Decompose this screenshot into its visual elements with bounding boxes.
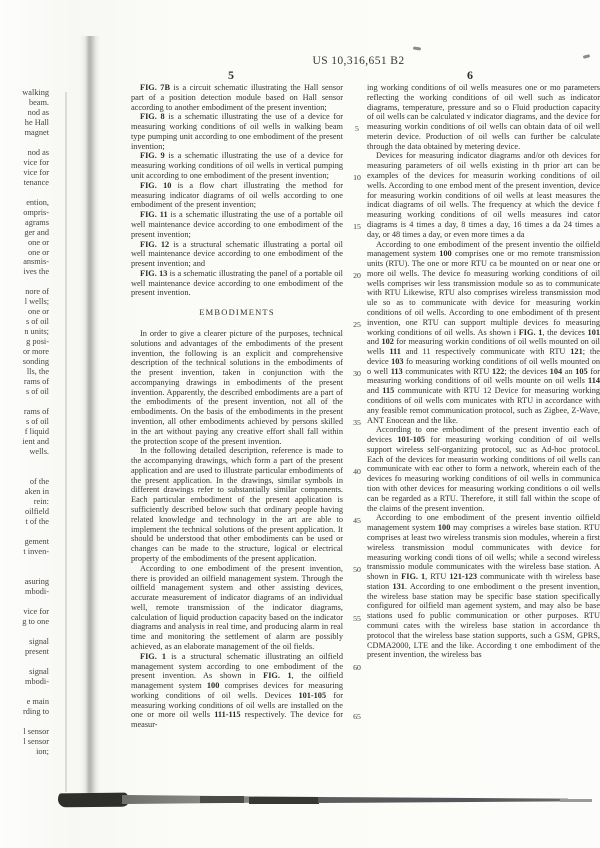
paragraph: According to one embodiment of the present inventio each of devices 101-105 for measuring working condition of oil wells support wireless self-organizing protocol, suc as Ad-hoc protocol. Each of the devices for measurin working conditions of oil wells can communicate with eac other to form a network, wherein each of the devices fo measuring working conditions of oil wells in communica tion with other devices for measuring working conditions o oil wells can be regarded as a RTU. Therefore, it still fall within the scope of the claims of the present invention. xyxy=(367,425,600,513)
paragraph: Devices for measuring indicator diagrams and/or oth devices for measuring parameters of oil wells existing in th prior art can be examples of the devices for measurin working conditions of oil wells. According to one embod ment of the present invention, device for measuring workin conditions of oil wells at least measures the indicat diagrams of oil wells. The frequency at which the device f measuring working conditions of oil wells measures ind cator diagrams is 4 times a day, 8 times a day, 16 times a da 24 times a day, or 48 times a day, or even more times a da xyxy=(367,151,600,239)
edge-text-fragment: ion; xyxy=(36,747,49,756)
edge-text-fragment: rams of xyxy=(23,407,49,416)
edge-text-fragment: ention, xyxy=(26,198,49,207)
edge-text-fragment: aken in xyxy=(24,487,49,496)
edge-text-fragment: asuring xyxy=(24,577,49,586)
paragraph: FIG. 9 is a schematic illustrating the use of a device for measuring working conditions of oil wells in vertical pumping unit according to one embodiment of the present invention; xyxy=(131,151,343,181)
edge-text-fragment: agrams xyxy=(25,218,49,227)
column-5-text xyxy=(131,83,343,761)
edge-text-fragment: t inven- xyxy=(23,547,49,556)
paragraph: FIG. 1 is a structural schematic illustrating an oilfield management system according to one embodiment of the present invention. As shown in FIG. 1, the oilfield management system 100 comprises devices for measuring working conditions of oil wells. Devices 101-105 for measuring working conditions of oil wells are installed on the one or more oil wells 111-115 respectively. The device for measur- xyxy=(131,651,343,730)
edge-text-fragment: l sensor xyxy=(23,727,49,736)
edge-text-fragment: ansmis- xyxy=(23,257,49,266)
edge-text-fragment: f liquid xyxy=(24,427,49,436)
edge-text-fragment: vice for xyxy=(23,607,49,616)
edge-text-fragment: one or xyxy=(28,238,49,247)
paragraph: FIG. 10 is a flow chart illustrating the method for measuring indicator diagrams of oil wells according to one embodiment of the present invention; xyxy=(131,180,343,210)
edge-text-fragment: wells. xyxy=(29,447,49,456)
edge-text-fragment: ient and xyxy=(22,437,49,446)
edge-text-fragment: sonding xyxy=(22,357,49,366)
edge-text-fragment: vice for xyxy=(23,158,49,167)
edge-text-fragment: signal xyxy=(29,667,49,676)
scan-edge-dark-segment xyxy=(200,796,244,803)
edge-text-fragment: magnet xyxy=(24,128,49,137)
line-number: 20 xyxy=(353,271,361,280)
edge-text-fragment: nod as xyxy=(27,148,49,157)
edge-text-fragment: or more xyxy=(22,347,49,356)
edge-text-fragment: ompris- xyxy=(23,208,49,217)
edge-text-fragment: vice for xyxy=(23,168,49,177)
line-number: 10 xyxy=(353,173,361,182)
edge-text-fragment: beam. xyxy=(28,98,49,107)
patent-number-header: US 10,316,651 B2 xyxy=(312,55,405,67)
edge-text-fragment: ger and xyxy=(24,228,49,237)
line-number: 55 xyxy=(353,614,361,623)
edge-text-fragment: of the xyxy=(29,477,49,486)
paragraph: FIG. 7B is a circuit schematic illustrating the Hall sensor part of a position detection module based on Hall sensor according to another embodiment of the present invention; xyxy=(131,83,343,112)
scan-artifact-speck xyxy=(413,46,421,50)
edge-text-fragment: ives the xyxy=(23,267,49,276)
paragraph: According to one embodiment of the present invention, there is provided an oilfield management system. Through the oilfield management system and other assisting devices, accurate measurement of indicator diagrams of an individual well, remote transmission of the indicator diagrams, calculation of liquid production capacity based on the indicator diagrams and analysis in real time, and producing alarm in real time and monitoring the settlement of alarm are possibly achieved, as an elaborate management of the oil fields. xyxy=(131,563,343,651)
edge-text-fragment: signal xyxy=(29,637,49,646)
edge-text-fragment: rams of xyxy=(23,377,49,386)
scan-edge-blob xyxy=(58,793,128,808)
scan-edge-band xyxy=(560,799,592,802)
scan-edge-band xyxy=(318,797,568,803)
column-6-text xyxy=(367,83,600,761)
paragraph: In the following detailed description, reference is made to the accompanying drawings, which form a part of the present application and are used to illustrate particular embodiments of the present application. In the drawings, similar symbols in different drawings refer to substantially similar components. Each particular embodiment of the present application is sufficiently described below such that ordinary people having related knowledge and technology in the art are able to implement the technical solutions of the present application. It should be understood that other embodiments can be used or changes can be made to the structure, logical or electrical property of the embodiments of the present application. xyxy=(131,446,343,563)
edge-text-fragment: one or xyxy=(28,307,49,316)
column-number-right: 6 xyxy=(467,68,473,82)
edge-text-fragment: e main xyxy=(26,697,49,706)
edge-text-fragment: one or xyxy=(28,248,49,257)
book-gutter-shadow xyxy=(80,36,100,794)
scan-artifact-speck xyxy=(583,54,591,59)
edge-text-fragment: nod as xyxy=(27,108,49,117)
line-number: 50 xyxy=(353,565,361,574)
edge-text-fragment: lls, the xyxy=(26,367,49,376)
paragraph: According to one embodiment of the present inventio the oilfield management system 100 comprises one or mo remote transmission units (RTU). The one or more RTU ca be mounted on or near one or more oil wells. The device fo measuring working conditions of oil wells comprises wir less transmission module so as to communicate with RTU Likewise, RTU also comprises wireless transmission mod ule so as to communicate with device for measuring workin conditions of oil wells. According to one embodiment of th present invention, one RTU can support multiple devices fo measuring working conditions of oil wells. As shown i FIG. 1, the devices 101 and 102 for measuring workin conditions of oil wells mounted on oil wells 111 and 11 respectively communicate with RTU 121; the device 103 fo measuring working conditions of oil wells mounted on o well 113 communicates with RTU 122; the devices 104 an 105 for measuring working conditions of oil wells mounte on oil wells 114 and 115 communicate with RTU 12 Device for measuring working conditions of oil wells com municates with RTU in accordance with any feasible remot communication protocol, such as Zigbee, Z-Wave, ANT Enocean and the like. xyxy=(367,239,600,425)
line-number: 30 xyxy=(353,369,361,378)
line-number: 5 xyxy=(355,124,359,133)
edge-text-fragment: s of oil xyxy=(25,387,49,396)
edge-text-fragment: tenance xyxy=(23,178,49,187)
line-number: 60 xyxy=(353,663,361,672)
column-number-left: 5 xyxy=(228,68,234,82)
edge-text-fragment: rein: xyxy=(33,497,49,506)
edge-text-fragment: mbodi- xyxy=(25,587,49,596)
line-number: 15 xyxy=(353,222,361,231)
paragraph: FIG. 8 is a schematic illustrating the use of a device for measuring working conditions of oil wells in walking beam type pumping unit according to one embodiment of the present invention; xyxy=(131,112,343,151)
edge-text-fragment: present xyxy=(25,647,49,656)
paragraph: According to one embodiment of the present inventio oilfield management system 100 may comprises a wireles base station. RTU comprises at least two wireless transmis sion modules, wherein a first wireless transmission modul communicates with device for measuring working condi tions of oil wells; while a second wireless transmissio module communicates with the wireless base station. A shown in FIG. 1, RTU 121-123 communicate with th wireless base station 131. According to one embodiment o the present invention, the wireless base station may be specific base station specifically configured for oilfield man agement system, and may also be base stations used fo public communication or other purposes. RTU communi cates with the wireless base station in accordance th protocol that the wireless base station supports, such a GSM, GPRS, CDMA2000, LTE and the like. According t one embodiment of the present invention, the wireless bas xyxy=(367,513,600,660)
edge-text-fragment: t of the xyxy=(25,517,49,526)
edge-text-fragment: g to one xyxy=(22,617,49,626)
edge-text-fragment: nore of xyxy=(25,287,49,296)
edge-text-fragment: n units; xyxy=(24,327,49,336)
line-number: 40 xyxy=(353,467,361,476)
edge-text-fragment: s of oil xyxy=(25,317,49,326)
edge-text-fragment: walking xyxy=(22,88,49,97)
paragraph: FIG. 13 is a schematic illustrating the panel of a portable oil well maintenance device according to one embodiment of the present invention. xyxy=(131,268,343,298)
edge-text-fragment: oilfield xyxy=(25,507,49,516)
edge-text-fragment: gement xyxy=(24,537,49,546)
line-number: 25 xyxy=(353,320,361,329)
page-edge-line xyxy=(65,92,67,792)
edge-text-fragment: l wells; xyxy=(24,297,49,306)
line-number: 45 xyxy=(353,516,361,525)
line-number: 65 xyxy=(353,712,361,721)
scan-edge-dark-segment xyxy=(249,797,319,804)
edge-text-fragment: l sensor xyxy=(23,737,49,746)
line-number: 35 xyxy=(353,418,361,427)
paragraph: FIG. 11 is a schematic illustrating the use of a portable oil well maintenance device according to one embodiment of the present invention; xyxy=(131,210,343,239)
paragraph: FIG. 12 is a structural schematic illustrating a portal oil well maintenance device according to one embodiment of the present invention; and xyxy=(131,239,343,269)
edge-text-fragment: g posi- xyxy=(26,337,49,346)
edge-text-fragment: mbodi- xyxy=(25,677,49,686)
paragraph: ing working conditions of oil wells measures one or mo parameters reflecting the working conditions of oil well such as indicator diagrams, temperature, pressure and so o Fluid production capacity of oil wells can be calculated v indicator diagrams, and the device for measuring workin conditions of oil wells can obtain data of oil well meterin device. Production of oil wells can further be calculate through the data obtained by metering device. xyxy=(367,83,600,151)
edge-text-fragment: he Hall xyxy=(24,118,49,127)
edge-text-fragment: s of oil xyxy=(25,417,49,426)
section-heading: EMBODIMENTS xyxy=(199,307,275,318)
paragraph: In order to give a clearer picture of the purposes, technical solutions and advantages of the embodiments of the present invention, the following is an explicit and comprehensive description of the technical solutions in the embodiments of the present invention, taken in conjunction with the accompanying drawings in embodiments of the present invention. Apparently, the described embodiments are a part of the embodiments of the present invention, not all of the embodiments. On the basis of the embodiments in the present invention, all other embodiments achieved by persons skilled in the art without paying any creative effort shall fall within the protection scope of the present invention. xyxy=(131,328,343,446)
edge-text-fragment: rding to xyxy=(22,707,49,716)
